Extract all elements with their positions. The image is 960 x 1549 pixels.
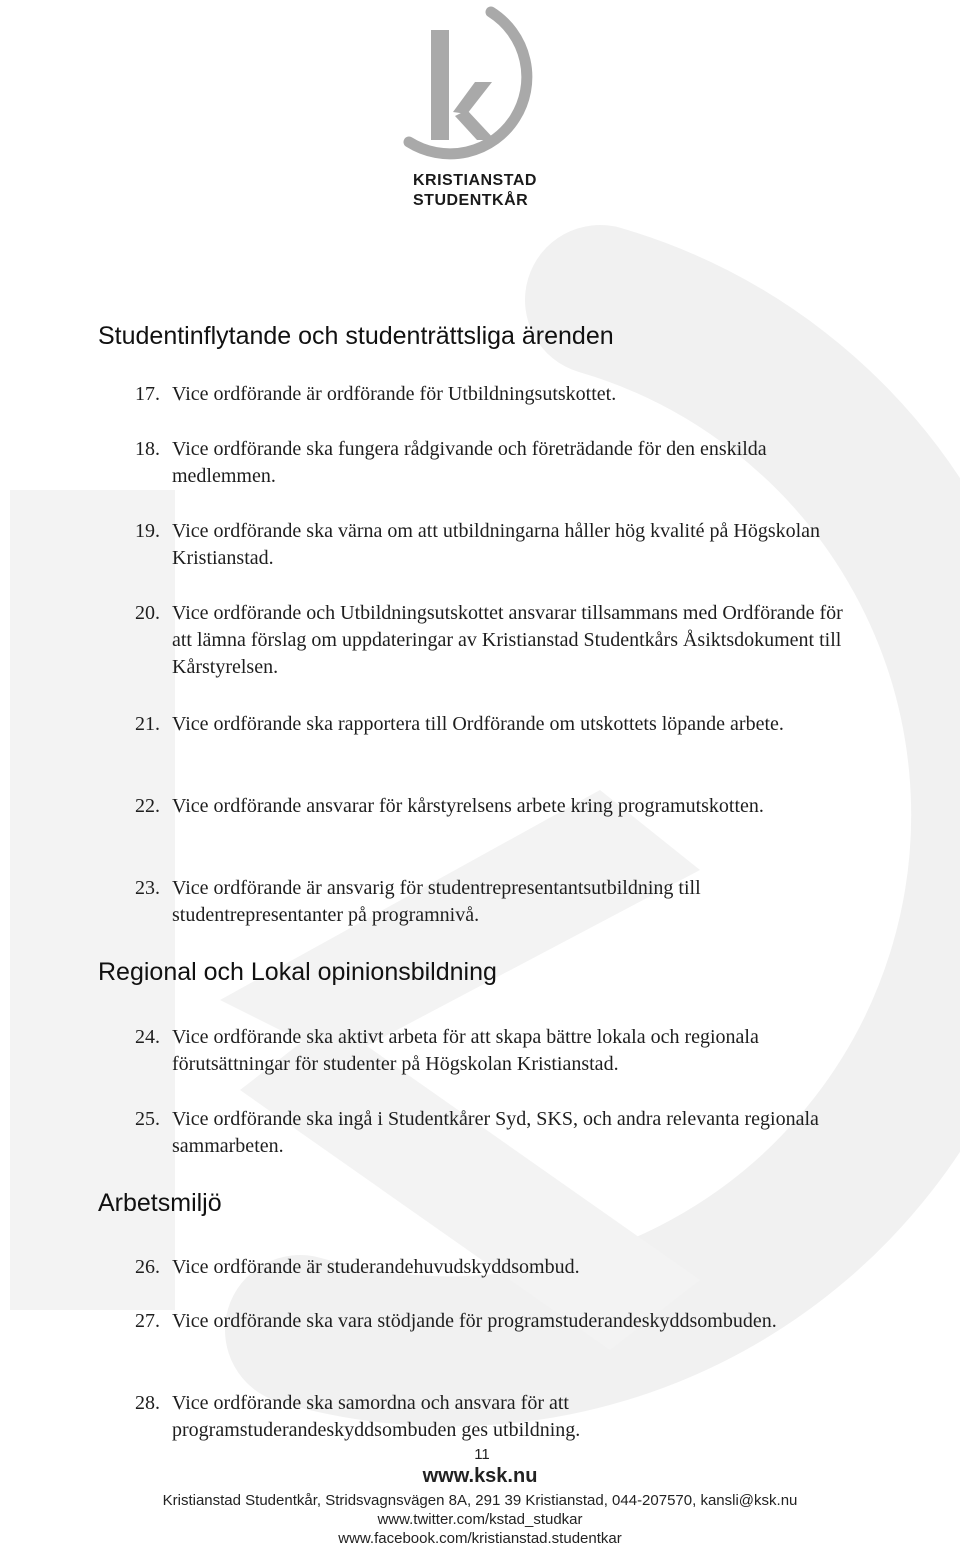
item-text: Vice ordförande ska aktivt arbeta för att skapa bättre lokala och regionala förutsättningar för studenter på Högskolan Kristianstad.: [172, 1026, 759, 1075]
list-item: [135, 1024, 855, 1078]
footer-twitter-link[interactable]: www.twitter.com/kstad_studkar: [377, 1511, 583, 1528]
item-text: Vice ordförande ansvarar för kårstyrelsens arbete kring programutskotten.: [172, 795, 764, 817]
item-number: 17.: [135, 383, 160, 405]
list-item: [135, 518, 855, 572]
item-text: Vice ordförande ska samordna och ansvara för att programstuderandeskyddsombuden ges utbildning.: [172, 1392, 581, 1441]
footer-facebook-link[interactable]: www.facebook.com/kristianstad.studentkar: [338, 1530, 622, 1547]
list-item: [135, 711, 855, 738]
section-heading: Studentinflytande och studenträttsliga ärenden: [98, 322, 614, 350]
item-number: 18.: [135, 438, 160, 460]
item-text: Vice ordförande och Utbildningsutskottet ansvarar tillsammans med Ordförande för att lämna förslag om uppdateringar av Kristianstad Studentkårs Åsiktsdokument till Kårstyrelsen.: [172, 602, 843, 678]
item-number: 23.: [135, 877, 160, 899]
list-item: [135, 1390, 855, 1444]
item-text: Vice ordförande ska rapportera till Ordförande om utskottets löpande arbete.: [172, 713, 784, 735]
item-text: Vice ordförande ska värna om att utbildningarna håller hög kvalité på Högskolan Kristianstad.: [172, 520, 821, 569]
item-text: Vice ordförande ska vara stödjande för programstuderandeskyddsombuden.: [172, 1310, 777, 1332]
item-number: 20.: [135, 602, 160, 624]
list-item: [135, 875, 855, 929]
logo-name-line1: KRISTIANSTAD: [413, 172, 537, 189]
item-number: 21.: [135, 713, 160, 735]
list-item: [135, 600, 855, 681]
item-text: Vice ordförande är studerandehuvudskyddsombud.: [172, 1256, 580, 1278]
item-number: 24.: [135, 1026, 160, 1048]
list-item: [135, 793, 855, 820]
list-item: [135, 436, 855, 490]
logo-name-line2: STUDENTKÅR: [413, 192, 529, 209]
item-number: 22.: [135, 795, 160, 817]
page-number: 11: [474, 1446, 490, 1463]
footer-address: Kristianstad Studentkår, Stridsvagnsvägen 8A, 291 39 Kristianstad, 044-207570, kansli@ksk.nu: [162, 1492, 798, 1509]
section-heading: Arbetsmiljö: [98, 1189, 222, 1217]
list-item: [135, 1106, 855, 1160]
footer-website-link[interactable]: www.ksk.nu: [422, 1465, 538, 1487]
list-item: [135, 381, 855, 408]
item-number: 26.: [135, 1256, 160, 1278]
item-number: 27.: [135, 1310, 160, 1332]
list-item: [135, 1308, 855, 1335]
item-text: Vice ordförande ska ingå i Studentkårer Syd, SKS, och andra relevanta regionala sammarbeten.: [172, 1108, 819, 1157]
item-text: Vice ordförande är ansvarig för studentrepresentantsutbildning till studentrepresentanter på programnivå.: [172, 877, 701, 926]
section-heading: Regional och Lokal opinionsbildning: [98, 958, 497, 986]
item-number: 19.: [135, 520, 160, 542]
item-text: Vice ordförande är ordförande för Utbildningsutskottet.: [172, 383, 617, 405]
item-text: Vice ordförande ska fungera rådgivande och företrädande för den enskilda medlemmen.: [172, 438, 767, 487]
item-number: 28.: [135, 1392, 160, 1414]
item-number: 25.: [135, 1108, 160, 1130]
list-item: [135, 1254, 855, 1281]
